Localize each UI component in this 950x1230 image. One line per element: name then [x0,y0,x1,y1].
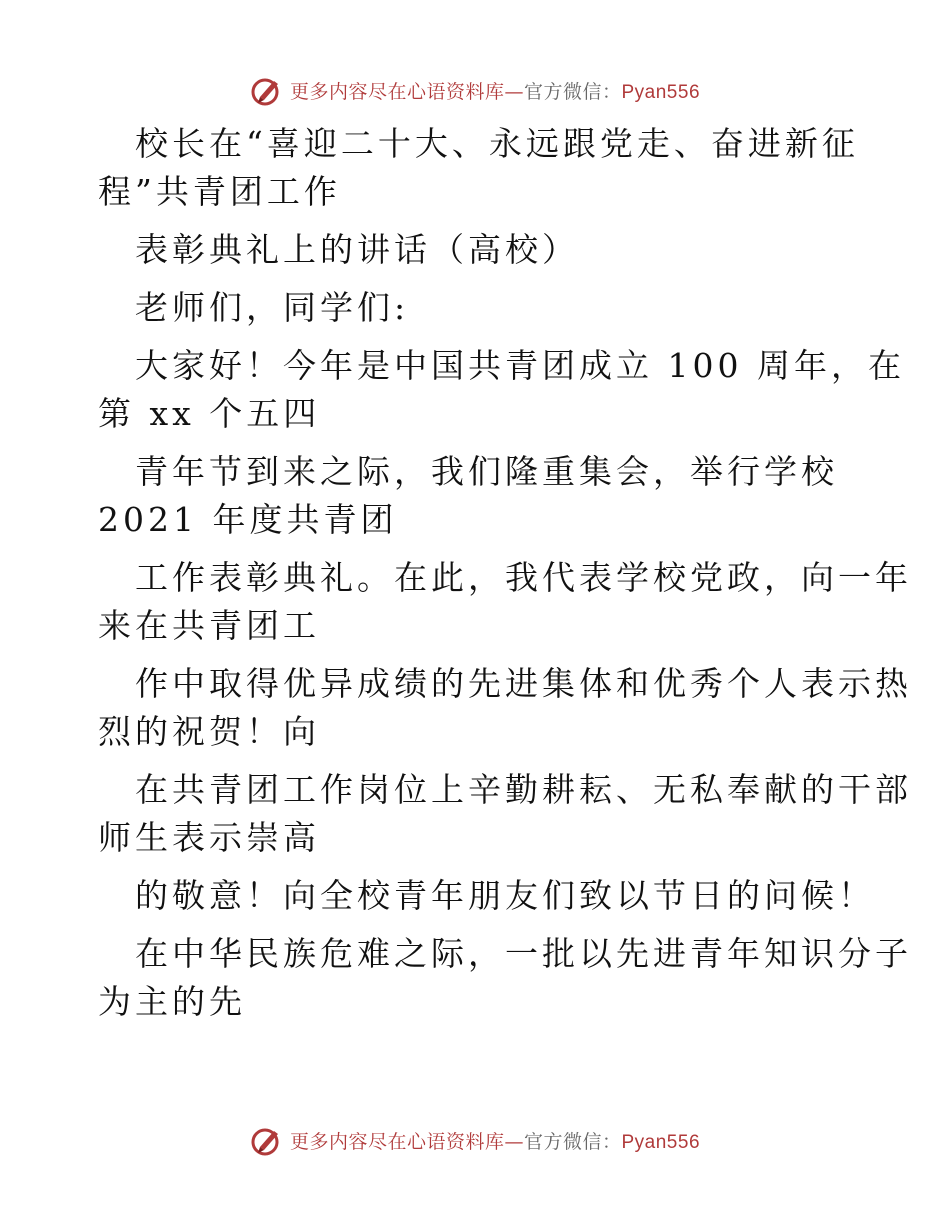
text-line: 大家好！今年是中国共青团成立 100 周年，在 [135,346,905,385]
text-line: 作中取得优异成绩的先进集体和优秀个人表示热 [135,664,912,703]
text-line: 程”共青团工作 [98,172,341,211]
text-line: 在中华民族危难之际，一批以先进青年知识分子 [135,934,912,973]
text-line: 老师们，同学们: [135,288,410,327]
text-line: 2021 年度共青团 [98,500,398,539]
text-line: 第 xx 个五四 [98,394,321,433]
text-line: 青年节到来之际，我们隆重集会，举行学校 [135,452,838,491]
pen-circle-logo-icon [250,73,284,107]
text-line: 工作表彰典礼。在此，我代表学校党政，向一年 [135,558,912,597]
text-line: 校长在“喜迎二十大、永远跟党走、奋进新征 [135,124,859,163]
footer-banner-text: 更多内容尽在心语资料库—官方微信：Pyan556 [289,1130,701,1153]
header-banner-text: 更多内容尽在心语资料库—官方微信：Pyan556 [289,80,701,103]
document-body [98,120,912,1026]
text-line: 师生表示崇高 [98,818,320,857]
text-line: 来在共青团工 [98,606,320,645]
pen-circle-logo-icon [250,1123,284,1157]
text-line: 为主的先 [98,982,246,1021]
text-line: 在共青团工作岗位上辛勤耕耘、无私奉献的干部 [135,770,912,809]
text-line: 的敬意！向全校青年朋友们致以节日的问候！ [135,876,875,915]
text-line: 表彰典礼上的讲话（高校） [135,230,579,269]
header-banner [0,70,950,110]
text-line: 烈的祝贺！向 [98,712,320,751]
footer-banner [0,1120,950,1160]
